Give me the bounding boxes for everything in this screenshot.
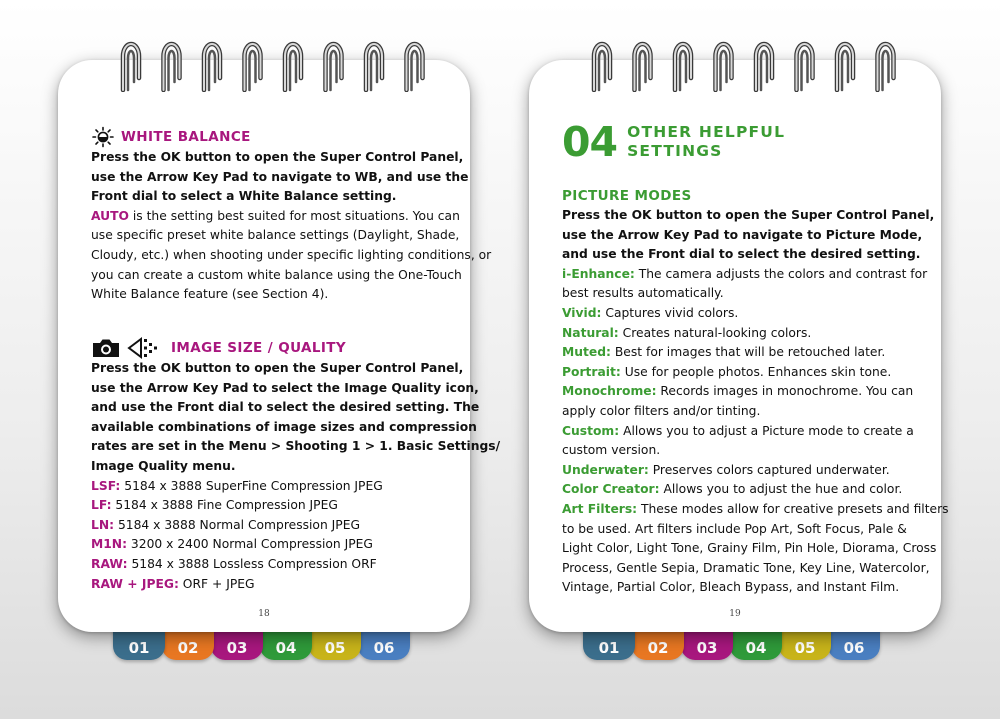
mode-term: Muted: xyxy=(562,345,611,360)
iq-setting-desc: 3200 x 2400 Normal Compression JPEG xyxy=(127,537,373,552)
image-quality-heading xyxy=(91,337,500,359)
tab-section-01[interactable]: 01 xyxy=(583,622,635,660)
image-quality-title: IMAGE SIZE / QUALITY xyxy=(171,340,347,356)
iq-setting-desc: 5184 x 3888 Fine Compression JPEG xyxy=(111,498,338,513)
pm-instruction-line: Press the OK button to open the Super Control Panel, xyxy=(562,208,935,222)
quality-icon xyxy=(127,337,161,359)
mode-item xyxy=(562,422,949,442)
iq-instruction-line: Image Quality menu. xyxy=(91,458,236,473)
iq-setting-term: RAW: xyxy=(91,556,128,571)
mode-desc: Records images in monochrome. You can xyxy=(656,384,914,399)
mode-desc-line: custom version. xyxy=(562,443,661,458)
binder-ring xyxy=(635,44,651,90)
binder-ring xyxy=(285,44,301,90)
binder-ring xyxy=(756,44,772,90)
sun-icon xyxy=(91,126,115,148)
mode-desc: Captures vivid colors. xyxy=(601,305,739,320)
tab-section-06[interactable]: 06 xyxy=(828,622,880,660)
tab-section-05[interactable]: 05 xyxy=(779,622,831,660)
iq-setting-desc: 5184 x 3888 Lossless Compression ORF xyxy=(127,556,377,571)
chapter-title xyxy=(627,123,785,161)
iq-setting xyxy=(91,516,500,536)
tab-section-02[interactable]: 02 xyxy=(162,622,214,660)
mode-desc-line: to be used. Art filters include Pop Art, Soft Focus, Pale & xyxy=(562,521,907,536)
mode-term: Vivid: xyxy=(562,305,602,320)
page-right xyxy=(529,60,949,632)
mode-desc: Creates natural-looking colors. xyxy=(618,325,812,340)
mode-desc: Allows you to adjust the hue and color. xyxy=(659,482,903,497)
binder-ring xyxy=(675,44,691,90)
mode-item xyxy=(562,304,949,324)
mode-item xyxy=(562,500,949,520)
mode-term: Natural: xyxy=(562,325,619,340)
mode-term: Monochrome: xyxy=(562,384,657,399)
mode-item xyxy=(562,480,949,500)
binder-ring xyxy=(878,44,894,90)
iq-setting-desc: 5184 x 3888 SuperFine Compression JPEG xyxy=(120,478,383,493)
chapter-title-line: SETTINGS xyxy=(627,142,723,160)
binder-rings-right xyxy=(588,38,898,92)
iq-setting xyxy=(91,477,500,497)
wb-body-line: White Balance feature (see Section 4). xyxy=(91,287,329,302)
mode-desc: The camera adjusts the colors and contrast for xyxy=(634,266,928,281)
picture-modes-content xyxy=(562,120,949,598)
mode-item xyxy=(562,363,949,383)
iq-setting xyxy=(91,535,500,555)
wb-body-line: you can create a custom white balance using the One-Touch xyxy=(91,267,462,282)
mode-term: Custom: xyxy=(562,423,620,438)
iq-setting-term: LSF: xyxy=(91,478,121,493)
mode-item xyxy=(562,265,949,285)
binder-ring xyxy=(837,44,853,90)
binder-ring xyxy=(164,44,180,90)
iq-instruction-line: use the Arrow Key Pad to select the Image Quality icon, xyxy=(91,380,479,395)
binder-ring xyxy=(716,44,732,90)
page-number-left: 18 xyxy=(258,609,270,619)
binder-ring xyxy=(326,44,342,90)
binder-rings-left xyxy=(117,38,427,92)
auto-term: AUTO xyxy=(91,208,129,223)
tab-section-04[interactable]: 04 xyxy=(260,622,312,660)
tab-section-04[interactable]: 04 xyxy=(730,622,782,660)
iq-setting xyxy=(91,496,500,516)
mode-desc-line: Vintage, Partial Color, Bleach Bypass, and Instant Film. xyxy=(562,580,900,595)
mode-term: Portrait: xyxy=(562,364,621,379)
iq-setting-desc: 5184 x 3888 Normal Compression JPEG xyxy=(114,517,360,532)
chapter-heading xyxy=(562,120,949,164)
iq-setting-desc: ORF + JPEG xyxy=(178,576,255,591)
tab-section-03[interactable]: 03 xyxy=(681,622,733,660)
white-balance-heading xyxy=(91,126,491,148)
tab-section-02[interactable]: 02 xyxy=(632,622,684,660)
wb-instruction-line: Press the OK button to open the Super Control Panel, xyxy=(91,150,464,164)
mode-item xyxy=(562,382,949,402)
iq-instruction-line: rates are set in the Menu > Shooting 1 > 1. Basic Settings/ xyxy=(91,439,501,454)
wb-instruction-line: Front dial to select a White Balance setting. xyxy=(91,189,397,204)
iq-setting-term: M1N: xyxy=(91,537,128,552)
wb-body-line: use specific preset white balance settings (Daylight, Shade, xyxy=(91,228,460,243)
mode-desc: Best for images that will be retouched later. xyxy=(610,345,886,360)
wb-body-line: Cloudy, etc.) when shooting under specific lighting conditions, or xyxy=(91,247,492,262)
mode-desc-line: Process, Gentle Sepia, Dramatic Tone, Key Line, Watercolor, xyxy=(562,560,930,575)
wb-body-text: is the setting best suited for most situations. You can xyxy=(128,208,460,223)
mode-desc-line: apply color filters and/or tinting. xyxy=(562,403,761,418)
iq-setting-term: RAW + JPEG: xyxy=(91,576,179,591)
binder-ring xyxy=(123,44,139,90)
mode-desc-line: best results automatically. xyxy=(562,286,724,301)
picture-modes-title: PICTURE MODES xyxy=(562,188,692,204)
image-quality-section xyxy=(91,337,500,594)
mode-item xyxy=(562,324,949,344)
mode-term: Color Creator: xyxy=(562,482,660,497)
iq-setting xyxy=(91,575,500,595)
binder-ring xyxy=(594,44,610,90)
pm-instruction-line: and use the Front dial to select the desired setting. xyxy=(562,247,921,262)
mode-desc: Preserves colors captured underwater. xyxy=(648,462,890,477)
mode-desc-line: Light Color, Light Tone, Grainy Film, Pin Hole, Diorama, Cross xyxy=(562,541,937,556)
binder-ring xyxy=(407,44,423,90)
iq-setting-term: LF: xyxy=(91,498,112,513)
tab-section-03[interactable]: 03 xyxy=(211,622,263,660)
binder-ring xyxy=(797,44,813,90)
binder-ring xyxy=(245,44,261,90)
binder-ring xyxy=(366,44,382,90)
mode-term: Art Filters: xyxy=(562,501,638,516)
mode-term: i-Enhance: xyxy=(562,266,635,281)
mode-desc: Use for people photos. Enhances skin tone. xyxy=(620,364,892,379)
tab-section-01[interactable]: 01 xyxy=(113,622,165,660)
iq-setting-term: LN: xyxy=(91,517,115,532)
iq-instruction-line: Press the OK button to open the Super Control Panel, xyxy=(91,361,464,375)
pm-instruction-line: use the Arrow Key Pad to navigate to Picture Mode, xyxy=(562,227,923,242)
chapter-title-line: OTHER HELPFUL xyxy=(627,123,786,141)
iq-setting xyxy=(91,555,500,575)
iq-instruction-line: and use the Front dial to select the desired setting. The xyxy=(91,400,480,415)
mode-desc: These modes allow for creative presets and filters xyxy=(637,501,949,516)
chapter-number: 04 xyxy=(562,118,618,166)
wb-body-line xyxy=(91,207,491,227)
mode-item xyxy=(562,461,949,481)
tab-section-06[interactable]: 06 xyxy=(358,622,410,660)
mode-term: Underwater: xyxy=(562,462,649,477)
binder-ring xyxy=(204,44,220,90)
white-balance-title: WHITE BALANCE xyxy=(121,129,251,145)
wb-instruction-line: use the Arrow Key Pad to navigate to WB, and use the xyxy=(91,169,469,184)
white-balance-section xyxy=(91,126,491,305)
iq-instruction-line: available combinations of image sizes and compression xyxy=(91,419,477,434)
mode-desc: Allows you to adjust a Picture mode to create a xyxy=(619,423,914,438)
mode-item xyxy=(562,343,949,363)
camera-icon xyxy=(91,337,121,359)
page-number-right: 19 xyxy=(729,609,741,619)
tab-section-05[interactable]: 05 xyxy=(309,622,361,660)
page-left xyxy=(58,60,501,632)
